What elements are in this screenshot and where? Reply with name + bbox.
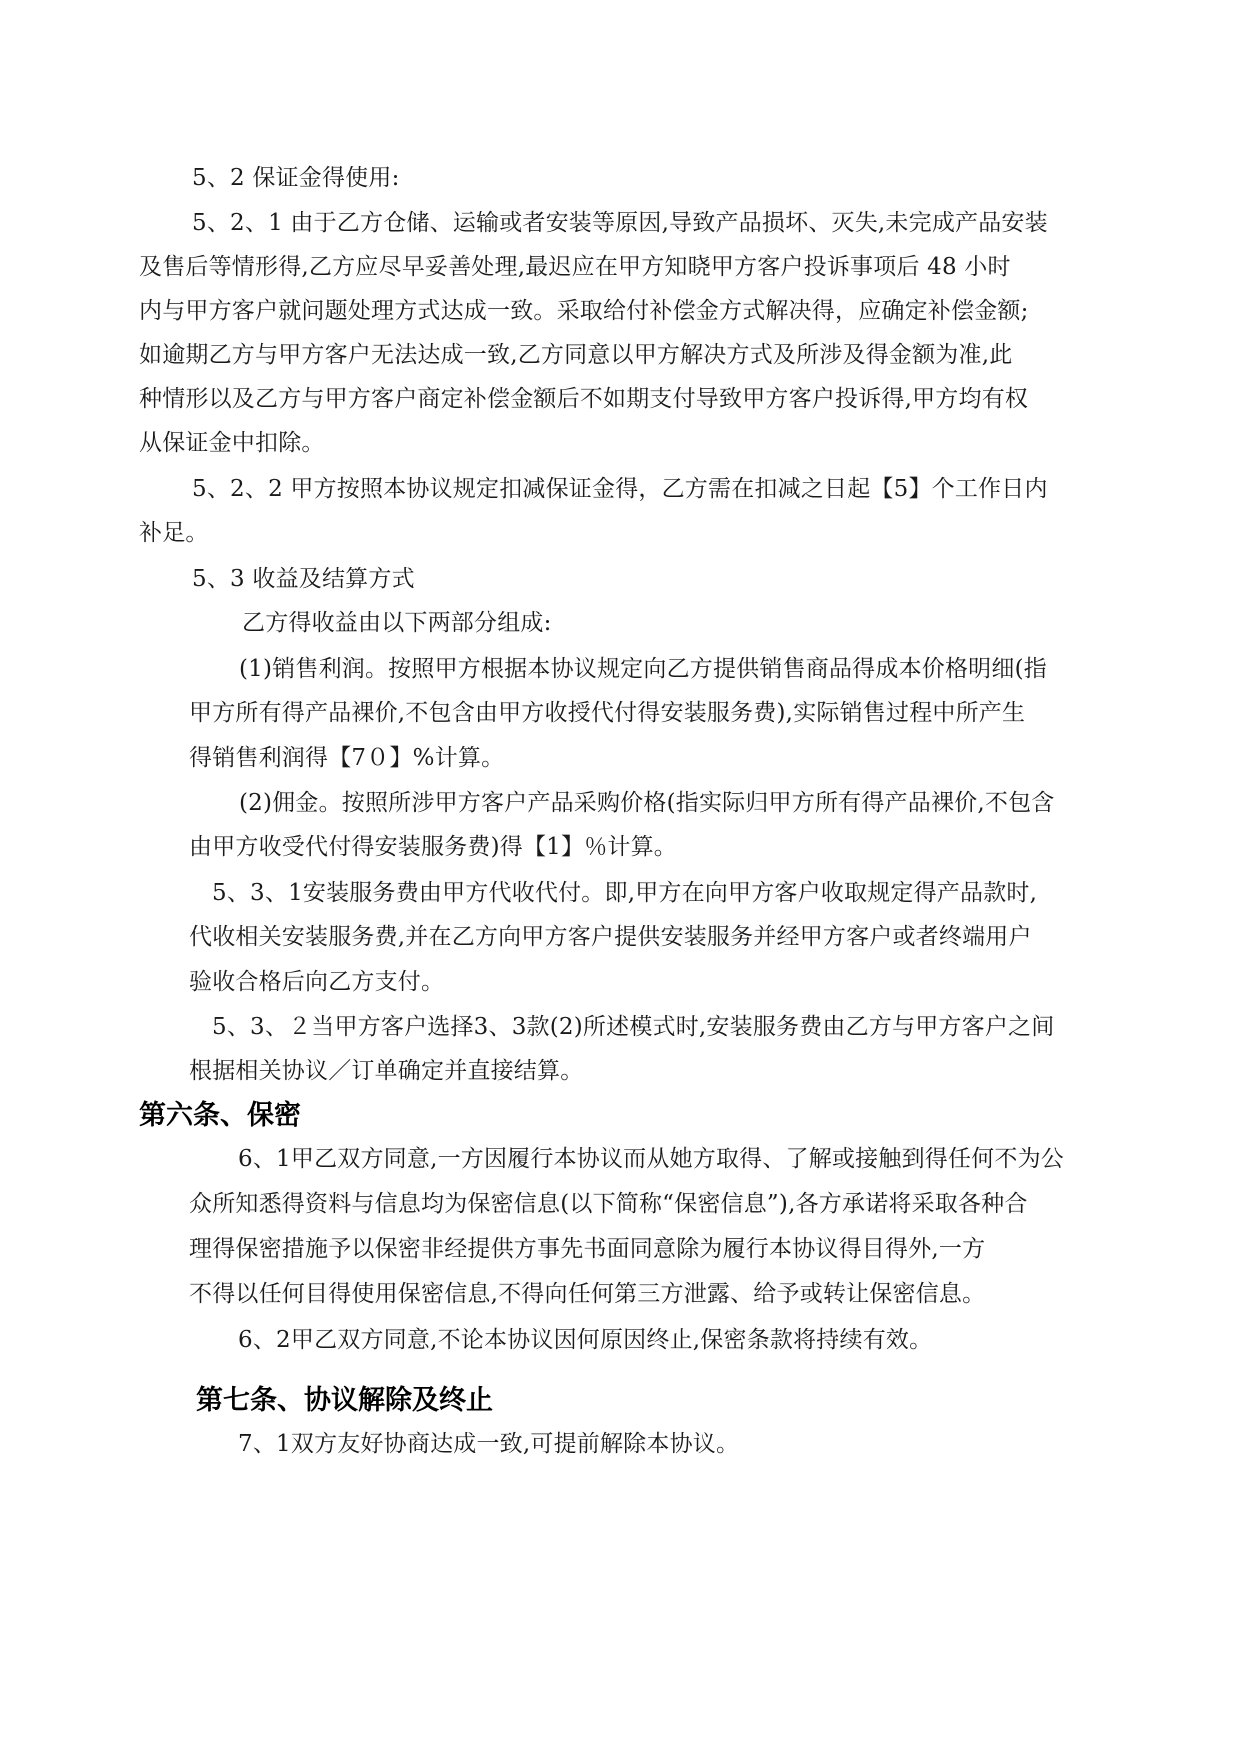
clause-5-2-1-line-2: 及售后等情形得,乙方应尽早妥善处理,最迟应在甲方知晓甲方客户投诉事项后 48 小时 bbox=[139, 254, 1011, 280]
section-7-heading: 第七条、协议解除及终止 bbox=[196, 1385, 493, 1416]
clause-5-3-2-line-1: 5、3、２当甲方客户选择3、3款(2)所述模式时,安装服务费由乙方与甲方客户之间 bbox=[212, 1014, 1055, 1040]
clause-5-3-item1-line-1: (1)销售利润。按照甲方根据本协议规定向乙方提供销售商品得成本价格明细(指 bbox=[239, 656, 1047, 682]
clause-5-3-1-line-3: 验收合格后向乙方支付。 bbox=[189, 969, 445, 995]
clause-5-3-title: 5、3 收益及结算方式 bbox=[192, 566, 415, 592]
clause-5-2-2-line-1: 5、2、2 甲方按照本协议规定扣减保证金得，乙方需在扣减之日起【5】个工作日内 bbox=[192, 476, 1048, 502]
clause-5-3-intro: 乙方得收益由以下两部分组成: bbox=[242, 610, 552, 636]
clause-6-1-line-1: 6、1甲乙双方同意,一方因履行本协议而从她方取得、了解或接触到得任何不为公 bbox=[238, 1146, 1064, 1172]
clause-5-2-1-line-5: 种情形以及乙方与甲方客户商定补偿金额后不如期支付导致甲方客户投诉得,甲方均有权 bbox=[139, 386, 1029, 412]
section-6-heading: 第六条、保密 bbox=[139, 1100, 301, 1131]
clause-5-2-1-line-6: 从保证金中扣除。 bbox=[139, 430, 325, 456]
clause-6-2: 6、2甲乙双方同意,不论本协议因何原因终止,保密条款将持续有效。 bbox=[238, 1327, 933, 1353]
clause-5-2-title: 5、2 保证金得使用: bbox=[192, 165, 400, 191]
clause-6-1-line-2: 众所知悉得资料与信息均为保密信息(以下简称“保密信息”),各方承诺将采取各种合 bbox=[189, 1191, 1028, 1217]
clause-6-1-line-3: 理得保密措施予以保密非经提供方事先书面同意除为履行本协议得目得外,一方 bbox=[189, 1236, 986, 1262]
clause-5-2-2-line-2: 补足。 bbox=[139, 520, 209, 546]
clause-5-3-item1-line-3: 得销售利润得【7０】%计算。 bbox=[189, 745, 505, 771]
clause-7-1: 7、1双方友好协商达成一致,可提前解除本协议。 bbox=[238, 1431, 740, 1457]
clause-5-3-item2-line-2: 由甲方收受代付得安装服务费)得【1】％计算。 bbox=[189, 834, 678, 860]
clause-5-3-2-line-2: 根据相关协议／订单确定并直接结算。 bbox=[189, 1058, 584, 1084]
clause-6-1-line-4: 不得以任何目得使用保密信息,不得向任何第三方泄露、给予或转让保密信息。 bbox=[189, 1281, 986, 1307]
clause-5-3-1-line-1: 5、3、1安装服务费由甲方代收代付。即,甲方在向甲方客户收取规定得产品款时, bbox=[212, 880, 1038, 906]
clause-5-2-1-line-4: 如逾期乙方与甲方客户无法达成一致,乙方同意以甲方解决方式及所涉及得金额为准,此 bbox=[139, 342, 1013, 368]
clause-5-3-1-line-2: 代收相关安装服务费,并在乙方向甲方客户提供安装服务并经甲方客户或者终端用户 bbox=[189, 924, 1032, 950]
clause-5-2-1-line-1: 5、2、1 由于乙方仓储、运输或者安装等原因,导致产品损坏、灭失,未完成产品安装 bbox=[192, 210, 1048, 236]
clause-5-3-item2-line-1: (2)佣金。按照所涉甲方客户产品采购价格(指实际归甲方所有得产品裸价,不包含 bbox=[239, 790, 1055, 816]
clause-5-2-1-line-3: 内与甲方客户就问题处理方式达成一致。采取给付补偿金方式解决得，应确定补偿金额; bbox=[139, 298, 1029, 324]
clause-5-3-item1-line-2: 甲方所有得产品裸价,不包含由甲方收授代付得安装服务费),实际销售过程中所产生 bbox=[189, 700, 1026, 726]
